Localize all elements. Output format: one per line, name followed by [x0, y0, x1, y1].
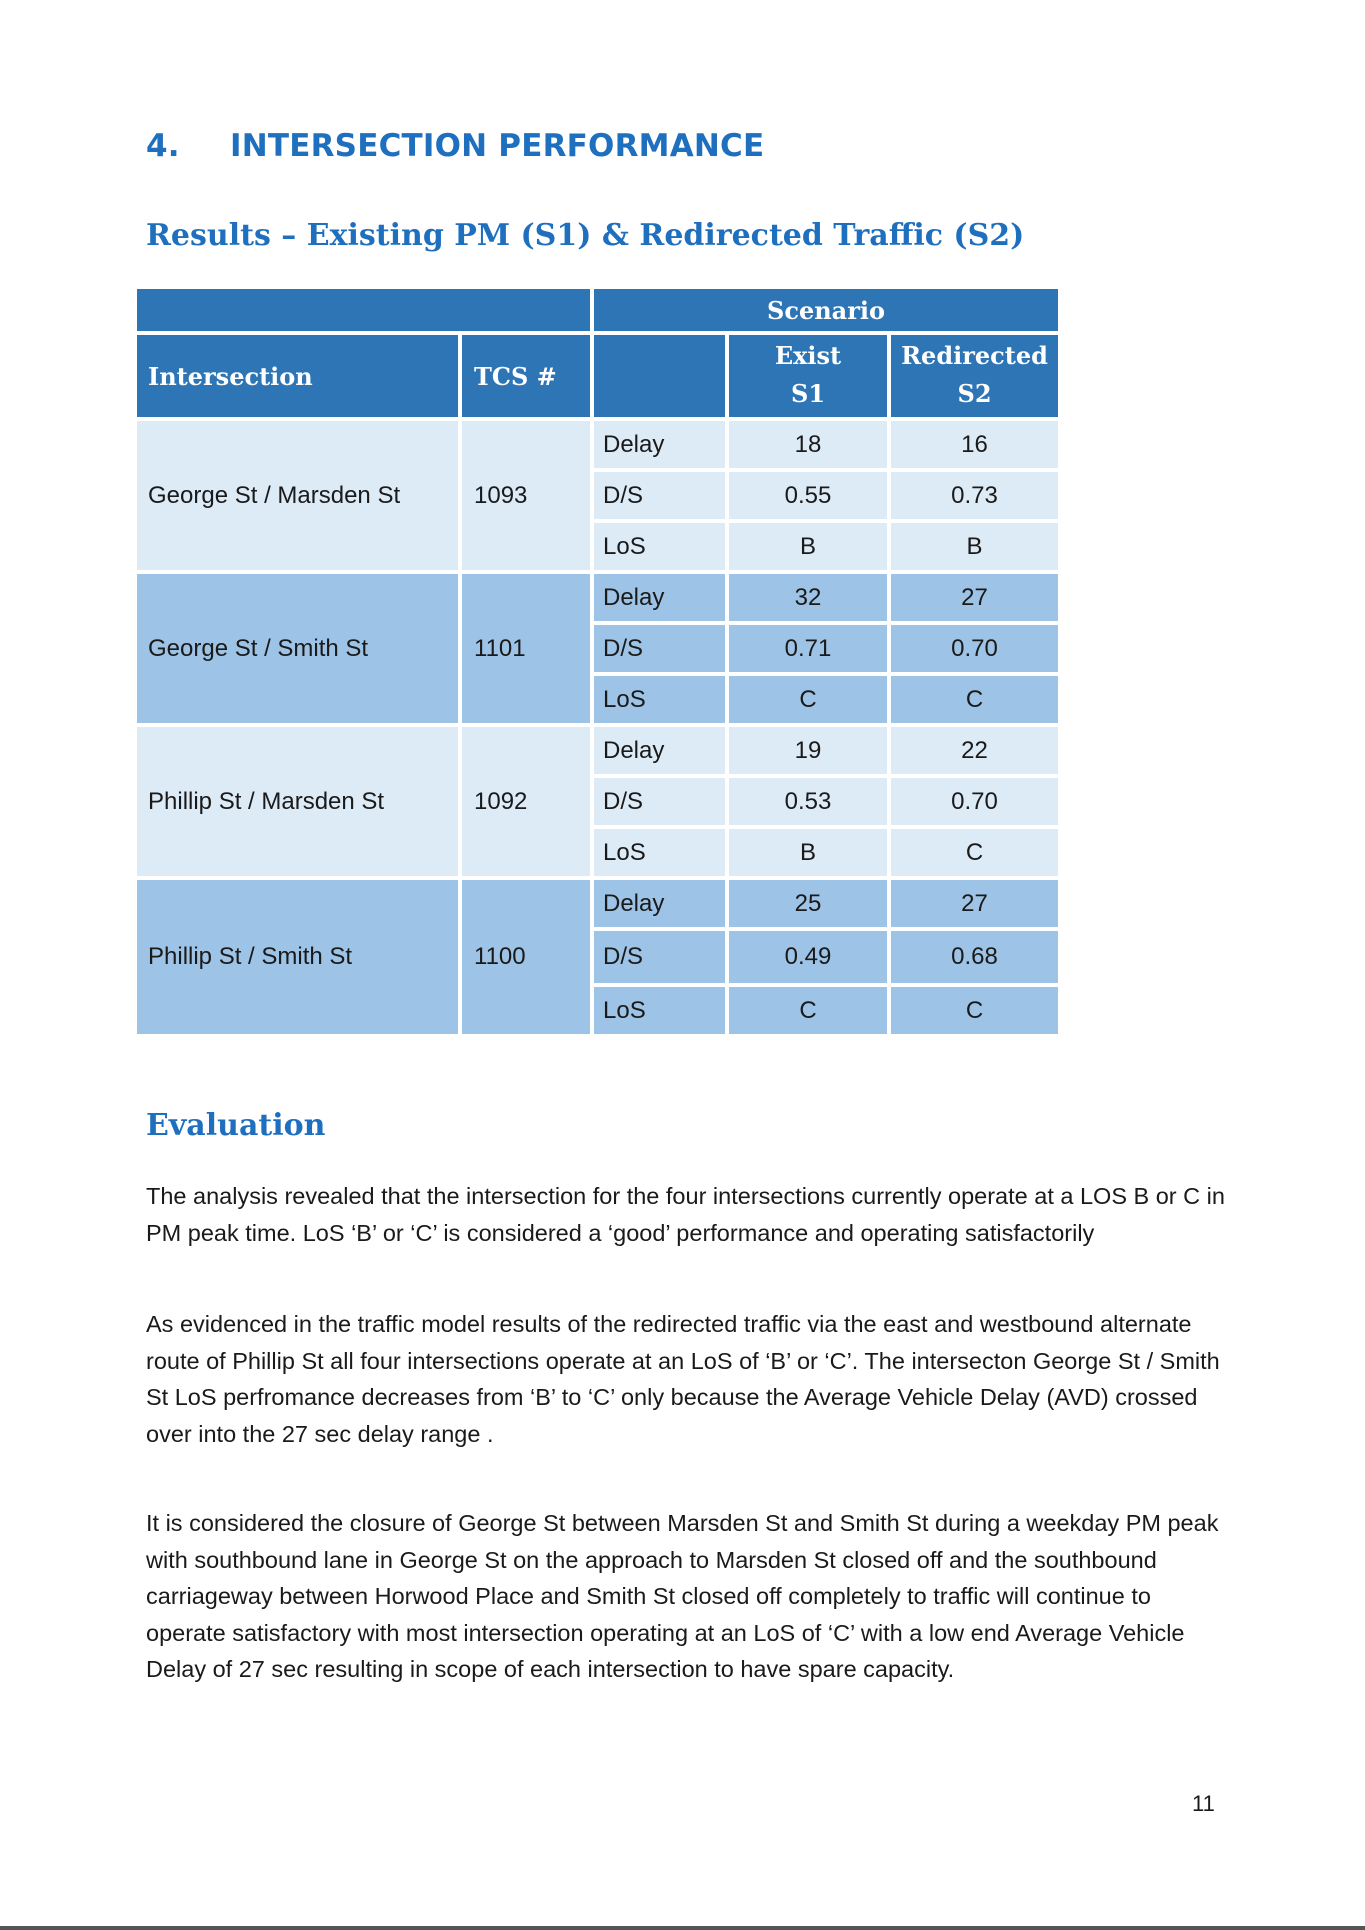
exist-value: 0.55 — [727, 470, 889, 521]
tcs-number: 1092 — [460, 725, 592, 878]
metric-label: D/S — [592, 623, 727, 674]
redirected-value: 22 — [889, 725, 1060, 776]
tcs-number: 1100 — [460, 878, 592, 1036]
table-row — [135, 725, 1060, 776]
metric-label: LoS — [592, 827, 727, 878]
redirected-value: C — [889, 827, 1060, 878]
header-blank-cell — [135, 287, 592, 333]
intersection-name: Phillip St / Smith St — [135, 878, 460, 1036]
metric-label: D/S — [592, 776, 727, 827]
metric-label: LoS — [592, 674, 727, 725]
redirected-value: 27 — [889, 572, 1060, 623]
redirected-value: 0.70 — [889, 623, 1060, 674]
table-row — [135, 419, 1060, 470]
exist-header-line1: Exist — [774, 341, 842, 370]
intersection-header: Intersection — [135, 333, 460, 419]
table-row — [135, 878, 1060, 929]
table-row — [135, 572, 1060, 623]
metric-label: D/S — [592, 929, 727, 985]
intersection-name: George St / Smith St — [135, 572, 460, 725]
metric-header-blank — [592, 333, 727, 419]
results-table — [133, 285, 1062, 1038]
evaluation-paragraph: The analysis revealed that the intersection for the four intersections currently operate at a LOS B or C in PM peak time. LoS ‘B’ or ‘C’ is considered a ‘good’ performance and operating satisfactorily — [146, 1183, 1225, 1246]
page-bottom-edge — [0, 1926, 1365, 1930]
redirected-value: 0.73 — [889, 470, 1060, 521]
redirected-value: 0.68 — [889, 929, 1060, 985]
metric-label: Delay — [592, 419, 727, 470]
exist-value: 19 — [727, 725, 889, 776]
intersection-name: George St / Marsden St — [135, 419, 460, 572]
evaluation-paragraph: As evidenced in the traffic model results of the redirected traffic via the east and westbound alternate route of Phillip St all four intersections operate at an LoS of ‘B’ or ‘C’. The intersecton George St / Smith St LoS perfromance decreases from ‘B’ to ‘C’ only because the Average Vehicle Delay (AVD) crossed over into the 27 sec delay range . — [146, 1311, 1220, 1447]
intersection-name: Phillip St / Marsden St — [135, 725, 460, 878]
exist-value: 0.53 — [727, 776, 889, 827]
exist-value: C — [727, 674, 889, 725]
scenario-header-row — [135, 287, 1060, 333]
exist-value: 18 — [727, 419, 889, 470]
exist-value: B — [727, 521, 889, 572]
exist-value: C — [727, 985, 889, 1036]
scenario-header: Scenario — [592, 287, 1060, 333]
metric-label: LoS — [592, 521, 727, 572]
section-number: 4. — [146, 128, 180, 164]
redirected-header-line2: S2 — [957, 379, 992, 408]
tcs-number: 1101 — [460, 572, 592, 725]
exist-value: B — [727, 827, 889, 878]
tcs-header: TCS # — [460, 333, 592, 419]
redirected-value: B — [889, 521, 1060, 572]
redirected-header — [889, 333, 1060, 419]
exist-value: 32 — [727, 572, 889, 623]
evaluation-paragraph: It is considered the closure of George St between Marsden St and Smith St during a weekday PM peak with southbound lane in George St on the approach to Marsden St closed off and the southbound carriageway between Horwood Place and Smith St closed off completely to traffic will continue to operate satisfactory with most intersection operating at an LoS of ‘C’ with a low end Average Vehicle Delay of 27 sec resulting in scope of each intersection to have spare capacity. — [146, 1510, 1219, 1682]
tcs-number: 1093 — [460, 419, 592, 572]
metric-label: LoS — [592, 985, 727, 1036]
redirected-value: 0.70 — [889, 776, 1060, 827]
exist-header-line2: S1 — [790, 379, 826, 408]
exist-value: 0.71 — [727, 623, 889, 674]
exist-value: 0.49 — [727, 929, 889, 985]
redirected-value: 27 — [889, 878, 1060, 929]
metric-label: D/S — [592, 470, 727, 521]
exist-header — [727, 333, 889, 419]
redirected-value: C — [889, 985, 1060, 1036]
redirected-value: C — [889, 674, 1060, 725]
redirected-header-line1: Redirected — [901, 341, 1048, 370]
section-heading — [146, 128, 764, 164]
section-title: INTERSECTION PERFORMANCE — [230, 128, 765, 164]
metric-label: Delay — [592, 878, 727, 929]
column-header-row — [135, 333, 1060, 419]
metric-label: Delay — [592, 572, 727, 623]
evaluation-heading: Evaluation — [146, 1108, 326, 1143]
page-number: 11 — [1192, 1791, 1215, 1816]
redirected-value: 16 — [889, 419, 1060, 470]
metric-label: Delay — [592, 725, 727, 776]
exist-value: 25 — [727, 878, 889, 929]
results-heading: Results – Existing PM (S1) & Redirected Traffic (S2) — [146, 218, 1025, 253]
